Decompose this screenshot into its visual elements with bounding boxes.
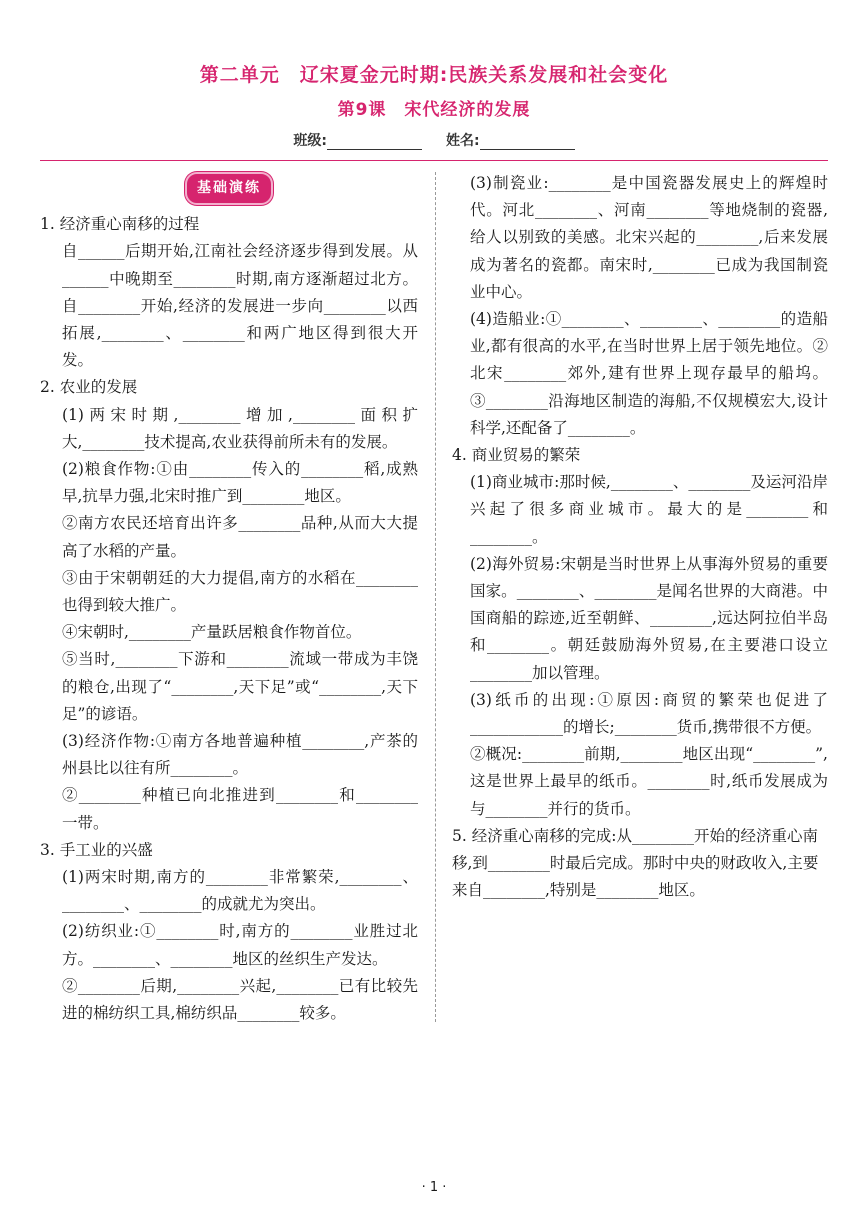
question-3-title: 3. 手工业的兴盛 xyxy=(40,840,153,859)
question-2-part-6: ⑤当时,________下游和________流域一带成为丰饶的粮仓,出现了“________,天下足”或“________,天下足”的谚语。 xyxy=(62,650,418,723)
question-4-part-3: (3)纸币的出现:①原因:商贸的繁荣也促进了____________的增长;________货币,携带很不方便。 xyxy=(470,690,828,737)
class-blank[interactable] xyxy=(327,135,422,150)
question-2-part-4: ③由于宋朝朝廷的大力提倡,南方的水稻在________也得到较大推广。 xyxy=(62,568,418,615)
right-column xyxy=(452,170,828,904)
name-label: 姓名: xyxy=(446,133,480,149)
question-2-part-2: (2)粮食作物:①由________传入的________稻,成熟早,抗旱力强,北宋时推广到________地区。 xyxy=(62,460,418,506)
page-number: · 1 · xyxy=(421,1180,447,1195)
header-divider xyxy=(40,160,828,161)
name-blank[interactable] xyxy=(480,135,575,150)
question-2-part-5: ④宋朝时,________产量跃居粮食作物首位。 xyxy=(62,623,362,642)
question-2-part-7: (3)经济作物:①南方各地普遍种植________,产茶的州县比以往有所________。 xyxy=(62,732,418,778)
question-4-part-1: (1)商业城市:那时候,________、________及运河沿岸兴起了很多商业城市。最大的是________和________。 xyxy=(470,473,828,546)
question-2-part-3: ②南方农民还培育出许多________品种,从而大大提高了水稻的产量。 xyxy=(62,514,418,560)
question-2-part-8: ②________种植已向北推进到________和________一带。 xyxy=(62,786,418,832)
class-name-line xyxy=(0,130,868,150)
question-4-part-4: ②概况:________前期,________地区出现“________”,这是世界上最早的纸币。________时,纸币发展成为与________并行的货币。 xyxy=(470,745,828,818)
question-3-part-3: ②________后期,________兴起,________已有比较先进的棉纺织工具,棉纺织品________较多。 xyxy=(62,976,418,1023)
page-header xyxy=(0,60,868,150)
question-2-title: 2. 农业的发展 xyxy=(40,378,138,397)
column-divider xyxy=(435,172,436,1022)
section-badge: 基础演练 xyxy=(185,172,273,205)
unit-title: 第二单元 辽宋夏金元时期:民族关系发展和社会变化 xyxy=(199,64,669,86)
question-3-part-1: (1)两宋时期,南方的________非常繁荣,________、________、________的成就尤为突出。 xyxy=(62,868,418,914)
class-label: 班级: xyxy=(293,133,327,149)
question-2-part-1: (1)两宋时期,________增加,________面积扩大,________技术提高,农业获得前所未有的发展。 xyxy=(62,405,418,451)
question-4-title: 4. 商业贸易的繁荣 xyxy=(452,446,581,465)
question-3-part-4: (3)制瓷业:________是中国瓷器发展史上的辉煌时代。河北________、河南________等地烧制的瓷器,给人以别致的美感。北宋兴起的________,后来发展成为著名的瓷都。南宋时,________已成为我国制瓷业中心。 xyxy=(470,174,828,301)
question-3-part-5: (4)造船业:①________、________、________的造船业,都有很高的水平,在当时世界上居于领先地位。②北宋________郊外,建有世界上现存最早的船坞。③________沿海地区制造的海船,不仅规模宏大,设计科学,还配备了________。 xyxy=(470,310,828,437)
question-3-part-2: (2)纺织业:①________时,南方的________业胜过北方。________、________地区的丝织生产发达。 xyxy=(62,922,418,968)
question-5-text: 5. 经济重心南移的完成:从________开始的经济重心南移,到________时最后完成。那时中央的财政收入,主要来自________,特别是________地区。 xyxy=(452,826,819,900)
lesson-title: 第9课 宋代经济的发展 xyxy=(337,100,531,120)
question-1-title: 1. 经济重心南移的过程 xyxy=(40,215,200,234)
question-4-part-2: (2)海外贸易:宋朝是当时世界上从事海外贸易的重要国家。________、________是闻名世界的大商港。中国商船的踪迹,近至朝鲜、________,远达阿拉伯半岛和________。朝廷鼓励海外贸易,在主要港口设立________加以管理。 xyxy=(470,554,828,682)
question-1-text: 自______后期开始,江南社会经济逐步得到发展。从______中晚期至________时期,南方逐渐超过北方。自________开始,经济的发展进一步向________以西拓展,________、________和两广地区得到很大开发。 xyxy=(62,242,418,370)
left-column xyxy=(40,170,418,1027)
